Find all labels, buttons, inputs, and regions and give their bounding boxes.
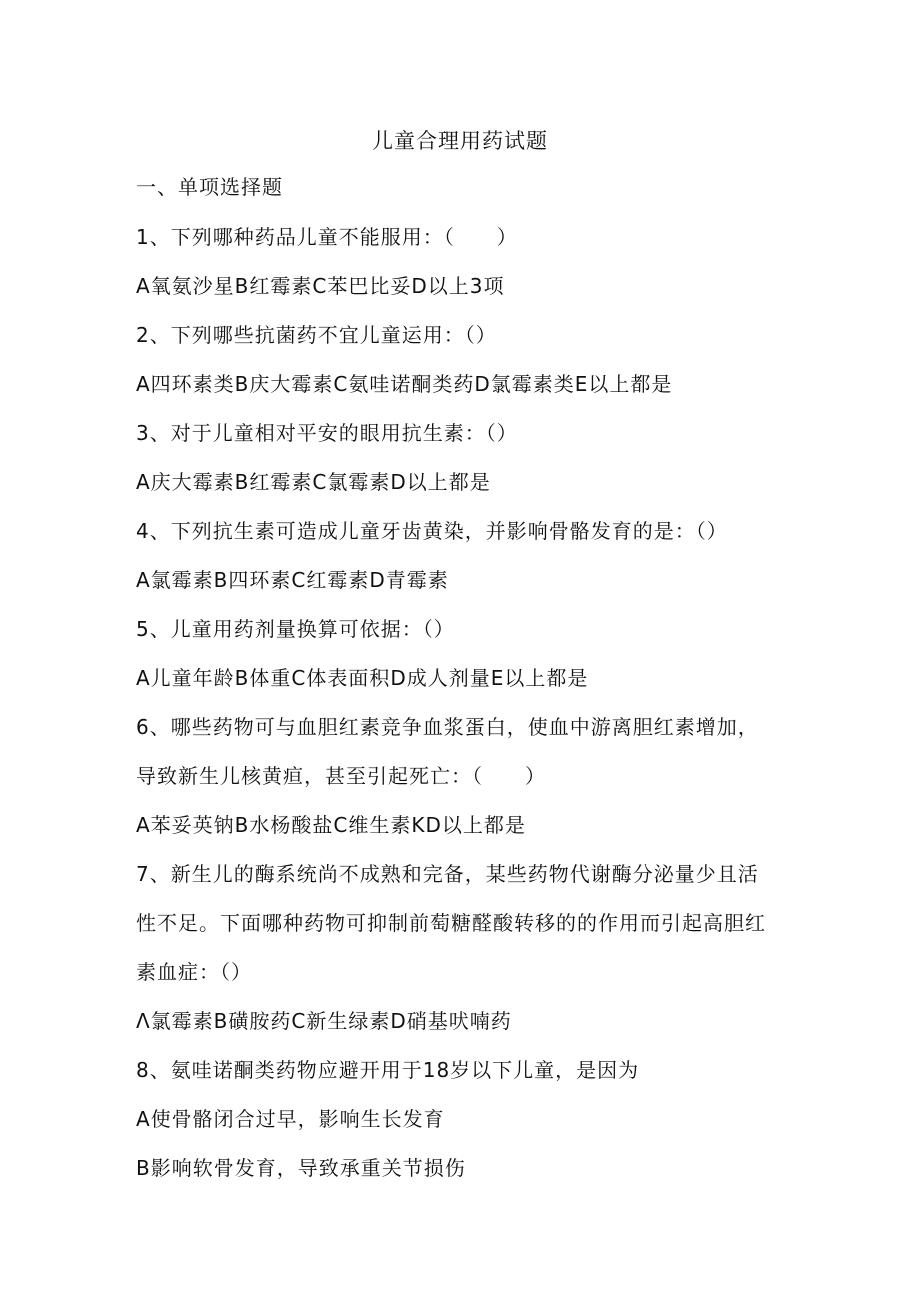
question-6-options: A苯妥英钠B水杨酸盐C维生素KD以上都是 — [136, 813, 526, 837]
question-5: 5、儿童用药剂量换算可依据：（） — [136, 617, 455, 641]
document-title: 儿童合理用药试题 — [372, 129, 548, 153]
question-4-options: A氯霉素B四环素C红霉素D青霉素 — [136, 568, 449, 592]
question-8-option-b: B影响软骨发育，导致承重关节损伤 — [136, 1156, 466, 1180]
question-3: 3、对于儿童相对平安的眼用抗生素：（） — [136, 421, 518, 445]
question-3-options: A庆大霉素B红霉素C氯霉素D以上都是 — [136, 470, 491, 494]
question-4: 4、下列抗生素可造成儿童牙齿黄染，并影响骨骼发育的是：（） — [136, 519, 728, 543]
question-1-options: A氧氨沙星B红霉素C苯巴比妥D以上3项 — [136, 274, 505, 298]
question-7-line-1: 7、新生儿的酶系统尚不成熟和完备，某些药物代谢酶分泌量少且活 — [136, 862, 759, 886]
question-8-option-a: A使骨骼闭合过早，影响生长发育 — [136, 1107, 445, 1131]
section-heading: 一、单项选择题 — [136, 175, 283, 199]
question-1: 1、下列哪种药品儿童不能服用：（ ） — [136, 225, 518, 249]
question-2: 2、下列哪些抗菌药不宜儿童运用：（） — [136, 323, 497, 347]
question-8: 8、氨哇诺酮类药物应避开用于18岁以下儿童，是因为 — [136, 1058, 640, 1082]
question-7-line-2: 性不足。下面哪种药物可抑制前萄糖醛酸转移的的作用而引起高胆红 — [136, 911, 766, 935]
question-7-options: Λ氯霉素B磺胺药C新生绿素D硝基吠喃药 — [136, 1009, 512, 1033]
question-7-line-3: 素血症：（） — [136, 960, 252, 984]
question-2-options: A四环素类B庆大霉素C氨哇诺酮类药D氯霉素类E以上都是 — [136, 372, 673, 396]
question-6-line-1: 6、哪些药物可与血胆红素竞争血浆蛋白，使血中游离胆红素增加， — [136, 715, 759, 739]
question-6-line-2: 导致新生儿核黄疸，甚至引起死亡：（ ） — [136, 764, 546, 788]
question-5-options: A儿童年龄B体重C体表面积D成人剂量E以上都是 — [136, 666, 589, 690]
